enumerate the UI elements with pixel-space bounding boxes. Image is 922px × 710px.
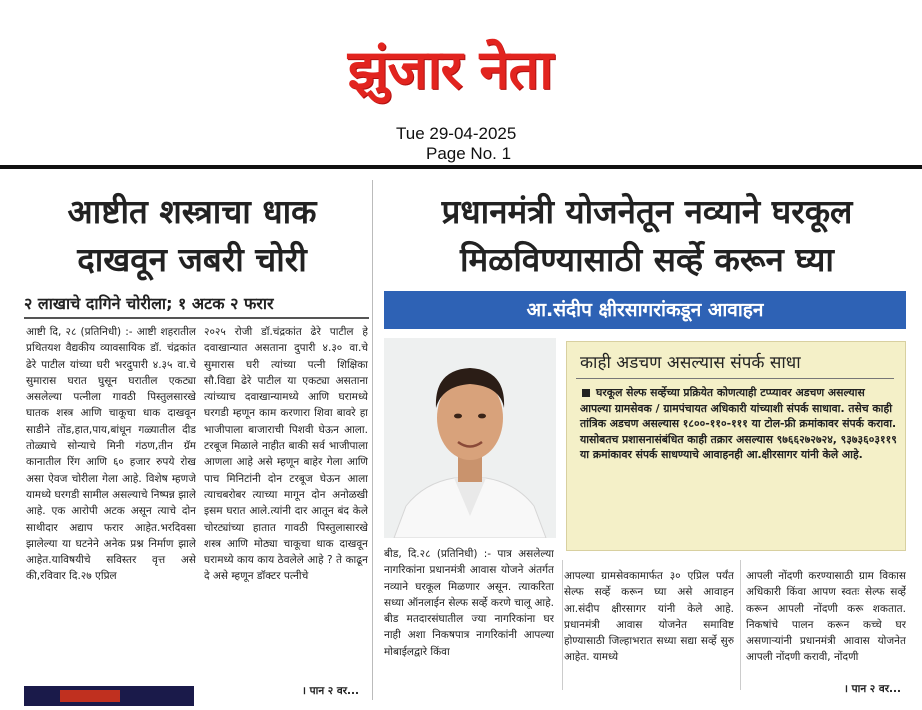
page-number: Page No. 1 — [426, 144, 512, 163]
bottom-ad-strip-accent — [60, 690, 120, 702]
right-headline — [382, 188, 912, 284]
right-story-column-3: आपली नोंदणी करण्यासाठी ग्राम विकास अधिकारी किंवा आपण स्वतः सेल्फ सर्व्हे करून आपली नोंदणी करू शकतात. निकषांचे पालन करून कच्चे घर असणाऱ्यांनी प्रधानमंत्री आवास योजनेत आपली नोंदणी करावी, नोंदणी — [746, 570, 906, 664]
column-divider — [372, 180, 373, 700]
masthead-rule — [0, 165, 922, 169]
left-story-column-2: २०२५ रोजी डॉ.चंद्रकांत ढेरे पाटील हे दवाखान्यात असताना दुपारी ४.३० वा.चे सुमारास घरी त्यांच्या पत्नी शिक्षिका सौ.विद्या ढेरे पाटील या एकट्या असताना त्यांच्याच दवाखान्यामध्ये आणि घरामध्ये घरगडी म्हणून काम करणारा शिवा बावरे हा भाजीपाला बाजाराची पिशवी घेऊन आला. टरबूज मिळाले नाहीत बाकी सर्व भाजीपाला आणला आहे असे म्हणून बाहेर गेला आणि पाच मिनिटांनी दोन टरबूज घेऊन आला त्याचबरोबर त्याच्या मागून दोन अनोळखी इसम घरात आले.त्यांनी दार आतून बंद केले चोरट्यांच्या हातात गावठी पिस्तुलासारखे शस्त्र आणि मोठ्या चाकूचा धाक दाखवून घरामध्ये काय काय ठेवलेले आहे ? ते काढून दे असे म्हणून डॉक्टर पत्नीचे — [204, 326, 368, 583]
right-continued-link[interactable]: । पान २ वर... — [844, 683, 902, 695]
left-subheadline: २ लाखाचे दागिने चोरीला; १ अटक २ फरार — [24, 294, 274, 313]
newspaper-logo: झुंजार नेता — [347, 38, 553, 101]
appeal-band: आ.संदीप क्षीरसागरांकडून आवाहन — [384, 291, 906, 329]
person-portrait-icon — [384, 338, 556, 538]
left-subheadline-rule — [24, 317, 369, 319]
contact-box-rule — [576, 378, 894, 379]
right-story-column-2: आपल्या ग्रामसेवकामार्फत ३० एप्रिल पर्यंत सेल्फ सर्व्हे करून घ्या असे आवाहन आ.संदीप क्षीरसागर यांनी केले आहे. प्रधानमंत्री आवास योजनेत समाविष्ट होण्यासाठी जिल्हाभरात सध्या सद्या सर्व्हे सुरु आहेत. यामध्ये — [564, 570, 734, 664]
right-story-column-1: बीड, दि.२८ (प्रतिनिधी) :- पात्र असलेल्या नागरिकांना प्रधानमंत्री आवास योजने अंतर्गत नव्याने घरकूल मिळणार असून. त्याकरिता सध्या ऑनलाईन सेल्फ सर्व्हे करणे चालू आहे. बीड मतदारसंघातील ज्या नागरिकांना घर नाही अशा निकषपात्र नागरिकांनी आपल्या मोबाईलद्वारे किंवा — [384, 548, 554, 658]
edition-date: Tue 29-04-2025 — [396, 124, 517, 143]
column-divider — [562, 560, 563, 690]
person-photo — [384, 338, 556, 538]
left-story-column-1: आष्टी दि, २८ (प्रतिनिधी) :- आष्टी शहरातील प्रथितयश वैद्यकीय व्यावसायिक डॉ. चंद्रकांत ढेरे पाटील यांच्या घरी भरदुपारी ४.३५ वा.चे सुमारास घरात घुसून घरातील एकट्या असलेल्या पत्नीला गावठी पिस्तुलसारखे घातक शस्त्र आणि चाकूचा धाक दाखवून साडीने तोंड,हात,पाय,बांधून गळ्यातील दीड तोळ्याचे सोन्याचे मिनी गंठण,तीन ग्रॅम कानातील रिंग आणि ६० हजार रुपये रोख असा ऐवज चोरीला गेला आहे. विशेष म्हणजे यामध्ये घरगडी सामील असल्याचे निष्पन्न झाले आहे. एक आरोपी अटक असून त्याचे दोन साथीदार अद्याप फरार आहेत.भरदिवसा झालेल्या या घटनेने अनेक प्रश्न निर्माण झाले आहेत.याविषयीचे सविस्तर वृत्त असे की,रविवार दि.२७ एप्रिल — [26, 326, 196, 583]
column-divider — [740, 560, 741, 690]
contact-box-title: काही अडचण असल्यास संपर्क साधा — [580, 353, 801, 373]
left-headline-line2: दाखवून जबरी चोरी — [77, 240, 307, 279]
left-headline — [22, 188, 362, 284]
left-headline-line1: आष्टीत शस्त्राचा धाक — [67, 192, 317, 231]
contact-box-text: घरकूल सेल्फ सर्व्हेच्या प्रक्रियेत कोणत्याही टप्प्यावर अडचण असल्यास आपल्या ग्रामसेवक / ग्रामपंचायत अधिकारी यांच्याशी संपर्क साधावा. तसेच काही तांत्रिक अडचण असल्यास १८००-११०-१११ या टोल-फ्री क्रमांकावर संपर्क करावा. यासोबतच प्रशासनासंबंधित काही तक्रार असल्यास ९७६६२७२७२४, ९३७३६०३११९ या क्रमांकावर संपर्क साधण्याचे आवाहनही आ.क्षीरसागर यांनी केले आहे. — [580, 386, 897, 461]
left-continued-link[interactable]: । पान २ वर... — [302, 685, 360, 697]
right-headline-line2: मिळविण्यासाठी सर्व्हे करून घ्या — [460, 240, 834, 279]
right-headline-line1: प्रधानमंत्री योजनेतून नव्याने घरकूल — [441, 192, 853, 231]
